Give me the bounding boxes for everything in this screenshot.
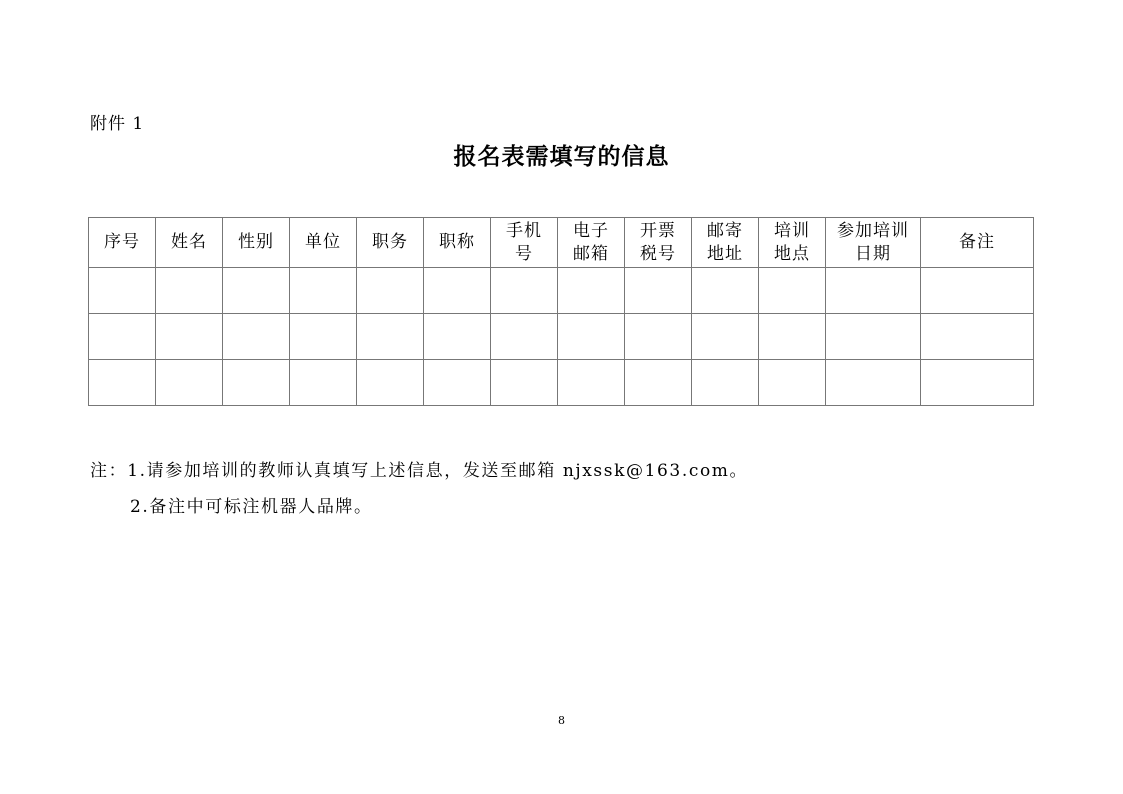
table-cell[interactable] — [89, 360, 156, 406]
header-text: 邮箱 — [573, 243, 609, 264]
header-text: 日期 — [855, 243, 891, 264]
table-cell[interactable] — [692, 314, 759, 360]
page-title: 报名表需填写的信息 — [453, 144, 670, 170]
table-cell[interactable] — [491, 360, 558, 406]
note-line-1: 注：1.请参加培训的教师认真填写上述信息，发送至邮箱 njxssk@163.com。 — [90, 461, 749, 481]
table-cell[interactable] — [424, 360, 491, 406]
table-cell[interactable] — [826, 268, 921, 314]
table-cell[interactable] — [156, 314, 223, 360]
header-cell-location — [759, 218, 826, 268]
header-text: 职称 — [439, 232, 475, 252]
header-text: 地址 — [707, 243, 743, 264]
header-text: 号 — [515, 243, 533, 264]
table-cell[interactable] — [921, 360, 1034, 406]
table-cell[interactable] — [625, 360, 692, 406]
table-cell[interactable] — [759, 360, 826, 406]
table-cell[interactable] — [89, 268, 156, 314]
note-line-2: 2.备注中可标注机器人品牌。 — [130, 497, 373, 517]
table-cell[interactable] — [625, 314, 692, 360]
header-cell-seq — [89, 218, 156, 268]
header-text: 开票 — [640, 220, 676, 241]
table-cell[interactable] — [625, 268, 692, 314]
table-cell[interactable] — [290, 360, 357, 406]
header-cell-date — [826, 218, 921, 268]
header-cell-email — [558, 218, 625, 268]
header-text: 姓名 — [171, 232, 207, 252]
header-cell-address — [692, 218, 759, 268]
table-cell[interactable] — [692, 268, 759, 314]
header-cell-name — [156, 218, 223, 268]
header-text: 手机 — [506, 220, 542, 241]
table-cell[interactable] — [759, 314, 826, 360]
table-cell[interactable] — [290, 268, 357, 314]
table-cell[interactable] — [424, 268, 491, 314]
table-cell[interactable] — [357, 314, 424, 360]
header-text: 性别 — [238, 232, 274, 252]
header-text: 职务 — [372, 232, 408, 252]
table-header — [89, 218, 1034, 268]
table-cell[interactable] — [290, 314, 357, 360]
table-cell[interactable] — [357, 268, 424, 314]
table-cell[interactable] — [921, 314, 1034, 360]
header-cell-position — [357, 218, 424, 268]
table-cell[interactable] — [921, 268, 1034, 314]
table-cell[interactable] — [558, 360, 625, 406]
attachment-label: 附件 1 — [90, 114, 145, 134]
table-cell[interactable] — [558, 268, 625, 314]
header-cell-tax-id — [625, 218, 692, 268]
registration-table — [88, 217, 1034, 406]
header-cell-unit — [290, 218, 357, 268]
header-text: 地点 — [774, 243, 810, 264]
header-cell-gender — [223, 218, 290, 268]
table-cell[interactable] — [223, 314, 290, 360]
table-cell[interactable] — [491, 268, 558, 314]
header-cell-remarks — [921, 218, 1034, 268]
table-cell[interactable] — [826, 360, 921, 406]
header-text: 税号 — [640, 243, 676, 264]
header-text: 电子 — [573, 220, 609, 241]
table-cell[interactable] — [223, 360, 290, 406]
table-cell[interactable] — [223, 268, 290, 314]
table-row — [89, 268, 1034, 314]
table-body — [89, 268, 1034, 406]
header-cell-title — [424, 218, 491, 268]
table-cell[interactable] — [558, 314, 625, 360]
header-text: 序号 — [104, 232, 140, 252]
header-text: 单位 — [305, 232, 341, 252]
table-cell[interactable] — [156, 360, 223, 406]
table-cell[interactable] — [759, 268, 826, 314]
table-cell[interactable] — [424, 314, 491, 360]
table-row — [89, 314, 1034, 360]
header-text: 参加培训 — [837, 220, 909, 241]
header-text: 培训 — [774, 220, 810, 241]
page-number: 8 — [558, 714, 565, 727]
header-cell-phone — [491, 218, 558, 268]
table-row — [89, 360, 1034, 406]
table-cell[interactable] — [826, 314, 921, 360]
header-text: 邮寄 — [707, 220, 743, 241]
header-text: 备注 — [959, 232, 995, 252]
table-cell[interactable] — [89, 314, 156, 360]
table-cell[interactable] — [357, 360, 424, 406]
table-cell[interactable] — [692, 360, 759, 406]
header-row — [89, 218, 1034, 268]
table-cell[interactable] — [156, 268, 223, 314]
table-cell[interactable] — [491, 314, 558, 360]
